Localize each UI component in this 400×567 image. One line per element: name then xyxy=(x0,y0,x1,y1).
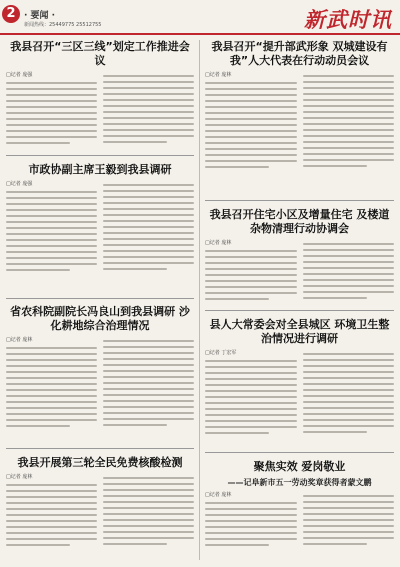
divider xyxy=(205,200,394,201)
article-8 xyxy=(205,460,394,562)
divider xyxy=(6,155,194,156)
divider xyxy=(6,298,194,299)
page-header xyxy=(0,0,400,36)
hotline-text: 新闻热线：25449775 25512755 xyxy=(24,22,102,28)
article-2-headline: 市政协副主席王毅到我县调研 xyxy=(28,163,172,176)
article-8-headline: 聚焦实效 爱岗敬业 xyxy=(253,460,346,473)
article-1 xyxy=(6,40,194,153)
divider xyxy=(6,448,194,449)
column-divider xyxy=(199,40,200,560)
article-1-byline: □记者 庞强 xyxy=(6,72,33,78)
article-4-byline: □记者 庞林 xyxy=(6,474,33,480)
article-2 xyxy=(6,163,194,295)
article-5-headline: 我县召开“提升部武形象 双城建设有我”人大代表在行动动员会议 xyxy=(211,40,388,67)
article-3-byline: □记者 庞林 xyxy=(6,337,33,343)
divider xyxy=(205,310,394,311)
article-1-headline: 我县召开“三区三线”划定工作推进会议 xyxy=(10,40,190,67)
header-rule xyxy=(0,33,400,35)
article-6-headline: 我县召开住宅小区及增量住宅 及楼道杂物清理行动协调会 xyxy=(209,208,390,235)
article-3-headline: 省农科院副院长冯良山到我县调研 沙化耕地综合治理情况 xyxy=(10,305,190,332)
article-4 xyxy=(6,456,194,562)
article-5 xyxy=(205,40,394,190)
article-7-byline: □记者 丁宏军 xyxy=(205,350,237,356)
article-2-byline: □记者 庞强 xyxy=(6,181,33,187)
article-7-headline: 县人大常委会对全县城区 环境卫生整治情况进行调研 xyxy=(209,318,390,345)
article-4-headline: 我县开展第三轮全民免费核酸检测 xyxy=(17,456,183,469)
article-6-byline: □记者 庞林 xyxy=(205,240,232,246)
page-number: 2 xyxy=(2,5,20,23)
article-6 xyxy=(205,208,394,308)
article-8-subhead: ——记阜新市五一劳动奖章获得者蒙文鹏 xyxy=(227,478,372,487)
article-7 xyxy=(205,318,394,450)
section-title: · 要闻 · xyxy=(24,11,56,21)
article-5-byline: □记者 庞林 xyxy=(205,72,232,78)
article-3 xyxy=(6,305,194,445)
masthead: 新武时讯 xyxy=(304,7,392,32)
article-8-byline: □记者 庞林 xyxy=(205,492,232,498)
divider xyxy=(205,452,394,453)
